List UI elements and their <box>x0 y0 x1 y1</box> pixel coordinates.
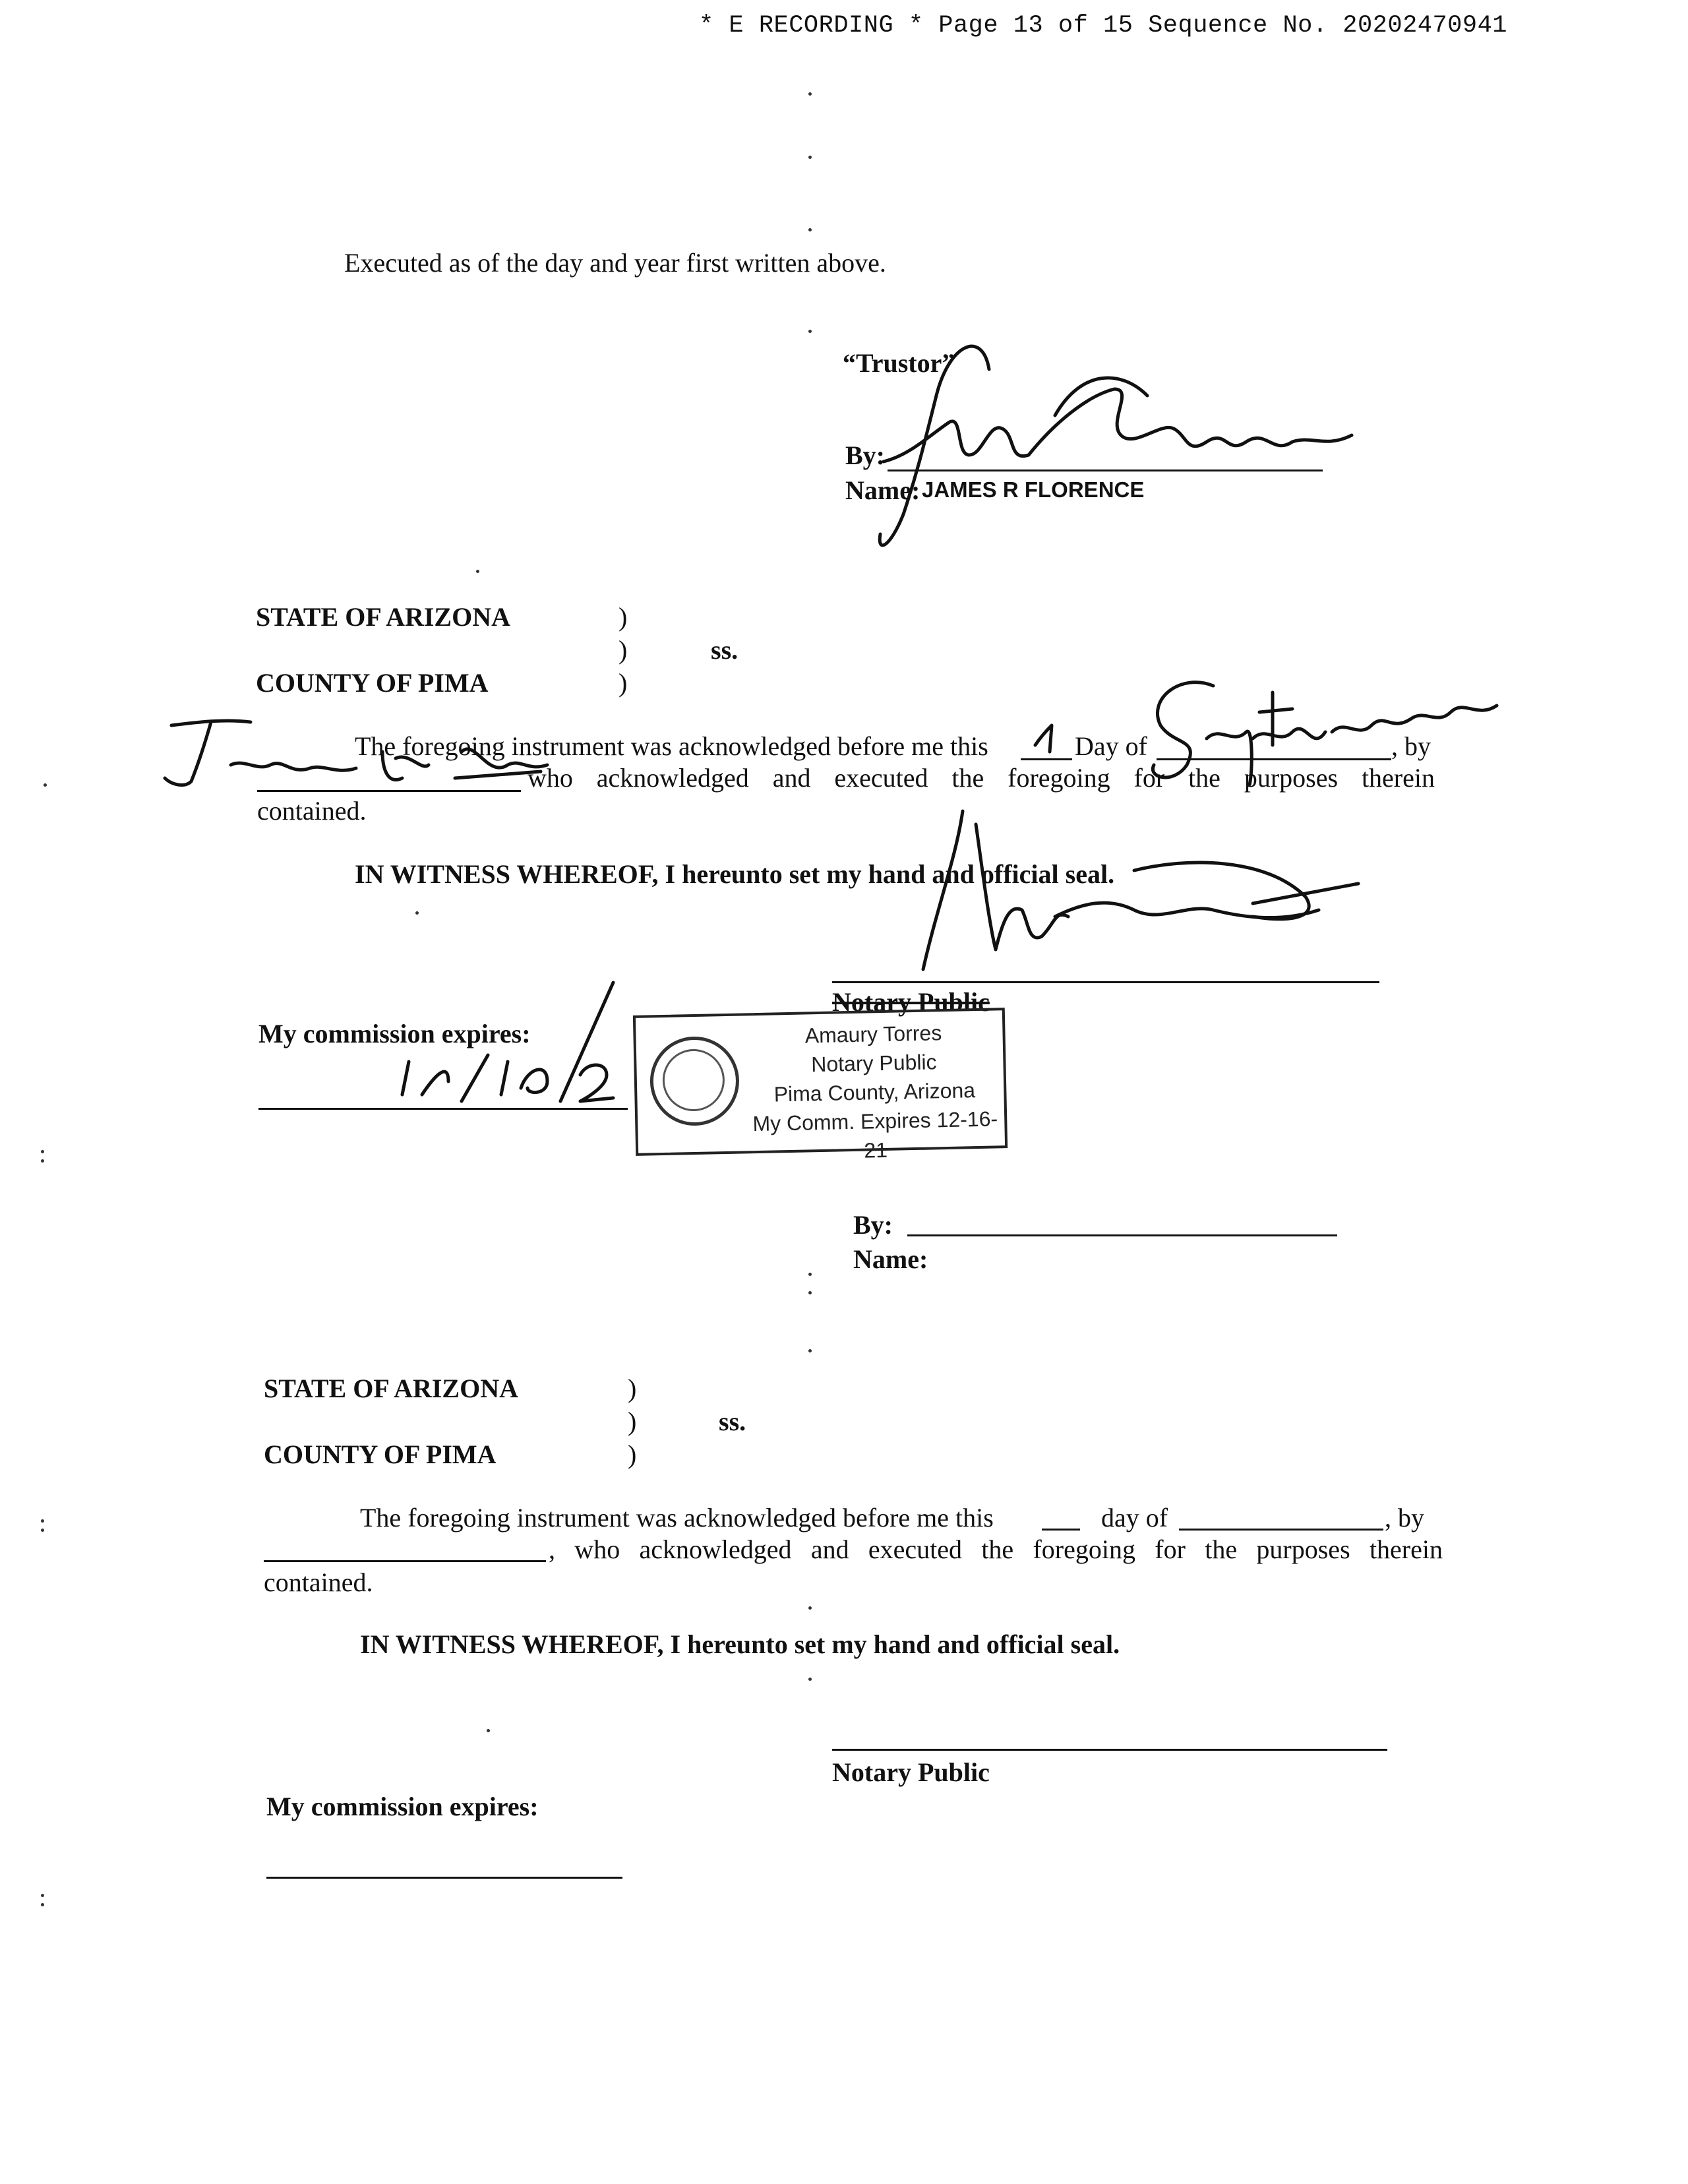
notary2-label: Notary Public <box>832 1757 990 1787</box>
scan-speck <box>808 1291 812 1294</box>
notary-stamp <box>633 1008 1008 1163</box>
scan-speck <box>415 911 419 915</box>
notary1-commission-label: My commission expires: <box>258 1019 531 1048</box>
venue1-ss: ss. <box>711 635 738 665</box>
notary1-signature-line <box>832 981 1379 983</box>
venue2-county: COUNTY OF PIMA <box>264 1440 497 1469</box>
notary2-commission-label: My commission expires: <box>266 1792 539 1821</box>
stamp-line-name: Amaury Torres <box>804 1021 942 1048</box>
notary2-signature-line <box>832 1749 1387 1751</box>
scan-speck <box>41 1519 44 1523</box>
ack2-line1-c: , by <box>1385 1503 1424 1532</box>
venue2-paren-2: ) <box>628 1407 637 1436</box>
venue1-paren-2: ) <box>618 635 628 665</box>
venue1-paren-1: ) <box>618 602 628 632</box>
scan-speck <box>41 1529 44 1532</box>
ack2-line1-a: The foregoing instrument was acknowledged before me this <box>360 1503 994 1532</box>
ack1-line2: who acknowledged and executed the foregoing for the purposes therein <box>528 763 1435 793</box>
scan-speck <box>41 1894 44 1897</box>
scan-speck <box>476 570 479 573</box>
scan-speck <box>41 1150 44 1153</box>
trustor-name-label: Name: <box>845 475 920 505</box>
scan-speck <box>808 1678 812 1681</box>
scan-speck <box>808 228 812 231</box>
scan-speck <box>487 1729 490 1732</box>
second-signature-line <box>907 1234 1337 1236</box>
venue2-paren-1: ) <box>628 1374 637 1403</box>
stamp-line-expires: My Comm. Expires 12-16-21 <box>752 1107 998 1163</box>
venue1-state: STATE OF ARIZONA <box>256 602 510 632</box>
witness2-statement: IN WITNESS WHEREOF, I hereunto set my hand and official seal. <box>360 1629 1120 1659</box>
ack2-signer-blank <box>264 1560 546 1562</box>
ack1-month-blank <box>1157 758 1391 760</box>
notary1-commission-line <box>258 1108 628 1110</box>
venue2-ss: ss. <box>719 1407 746 1436</box>
venue2-state: STATE OF ARIZONA <box>264 1374 518 1403</box>
trustor-label: “Trustor” <box>843 348 955 378</box>
stamp-line-title: Notary Public <box>810 1050 937 1077</box>
stamp-line-county: Pima County, Arizona <box>773 1078 976 1107</box>
ack1-line1-b: Day of <box>1075 731 1147 761</box>
scan-speck <box>808 1606 812 1610</box>
ack2-day-blank <box>1042 1529 1080 1531</box>
ack2-line2: , who acknowledged and executed the foregoing for the purposes therein <box>549 1534 1443 1564</box>
witness1-statement: IN WITNESS WHEREOF, I hereunto set my hand and official seal. <box>355 859 1115 889</box>
scan-speck <box>808 92 812 96</box>
notary2-commission-line <box>266 1877 622 1879</box>
scan-speck <box>808 156 812 159</box>
recording-header: * E RECORDING * Page 13 of 15 Sequence No. 20202470941 <box>699 12 1507 40</box>
ack1-signer-blank <box>257 790 521 792</box>
ack1-line1-c: , by <box>1391 731 1431 761</box>
notary-seal-icon <box>649 1036 740 1127</box>
venue2-paren-3: ) <box>628 1440 637 1469</box>
scan-speck <box>808 330 812 333</box>
ack1-day-handwriting <box>1035 725 1052 752</box>
ack2-month-blank <box>1179 1529 1383 1531</box>
notary1-label: Notary Public <box>832 987 990 1017</box>
ack1-day-blank <box>1021 758 1072 760</box>
scan-speck <box>41 1159 44 1163</box>
trustor-name-value: JAMES R FLORENCE <box>922 477 1145 502</box>
ack1-line1-a: The foregoing instrument was acknowledged before me this <box>355 731 988 761</box>
ack2-line1-b: day of <box>1101 1503 1168 1532</box>
ack2-line3: contained. <box>264 1567 373 1597</box>
trustor-signature-line <box>888 470 1323 471</box>
notary1-signature <box>923 811 1358 969</box>
scan-speck <box>41 1903 44 1906</box>
second-by-label: By: <box>853 1210 893 1240</box>
ack1-line3: contained. <box>257 796 367 826</box>
executed-statement: Executed as of the day and year first written above. <box>344 248 886 278</box>
scan-speck <box>808 1349 812 1352</box>
scan-speck <box>44 783 47 787</box>
second-name-label: Name: <box>853 1244 928 1274</box>
venue1-county: COUNTY OF PIMA <box>256 668 489 698</box>
venue1-paren-3: ) <box>618 668 628 698</box>
trustor-by-label: By: <box>845 440 885 470</box>
scan-speck <box>808 1273 812 1276</box>
